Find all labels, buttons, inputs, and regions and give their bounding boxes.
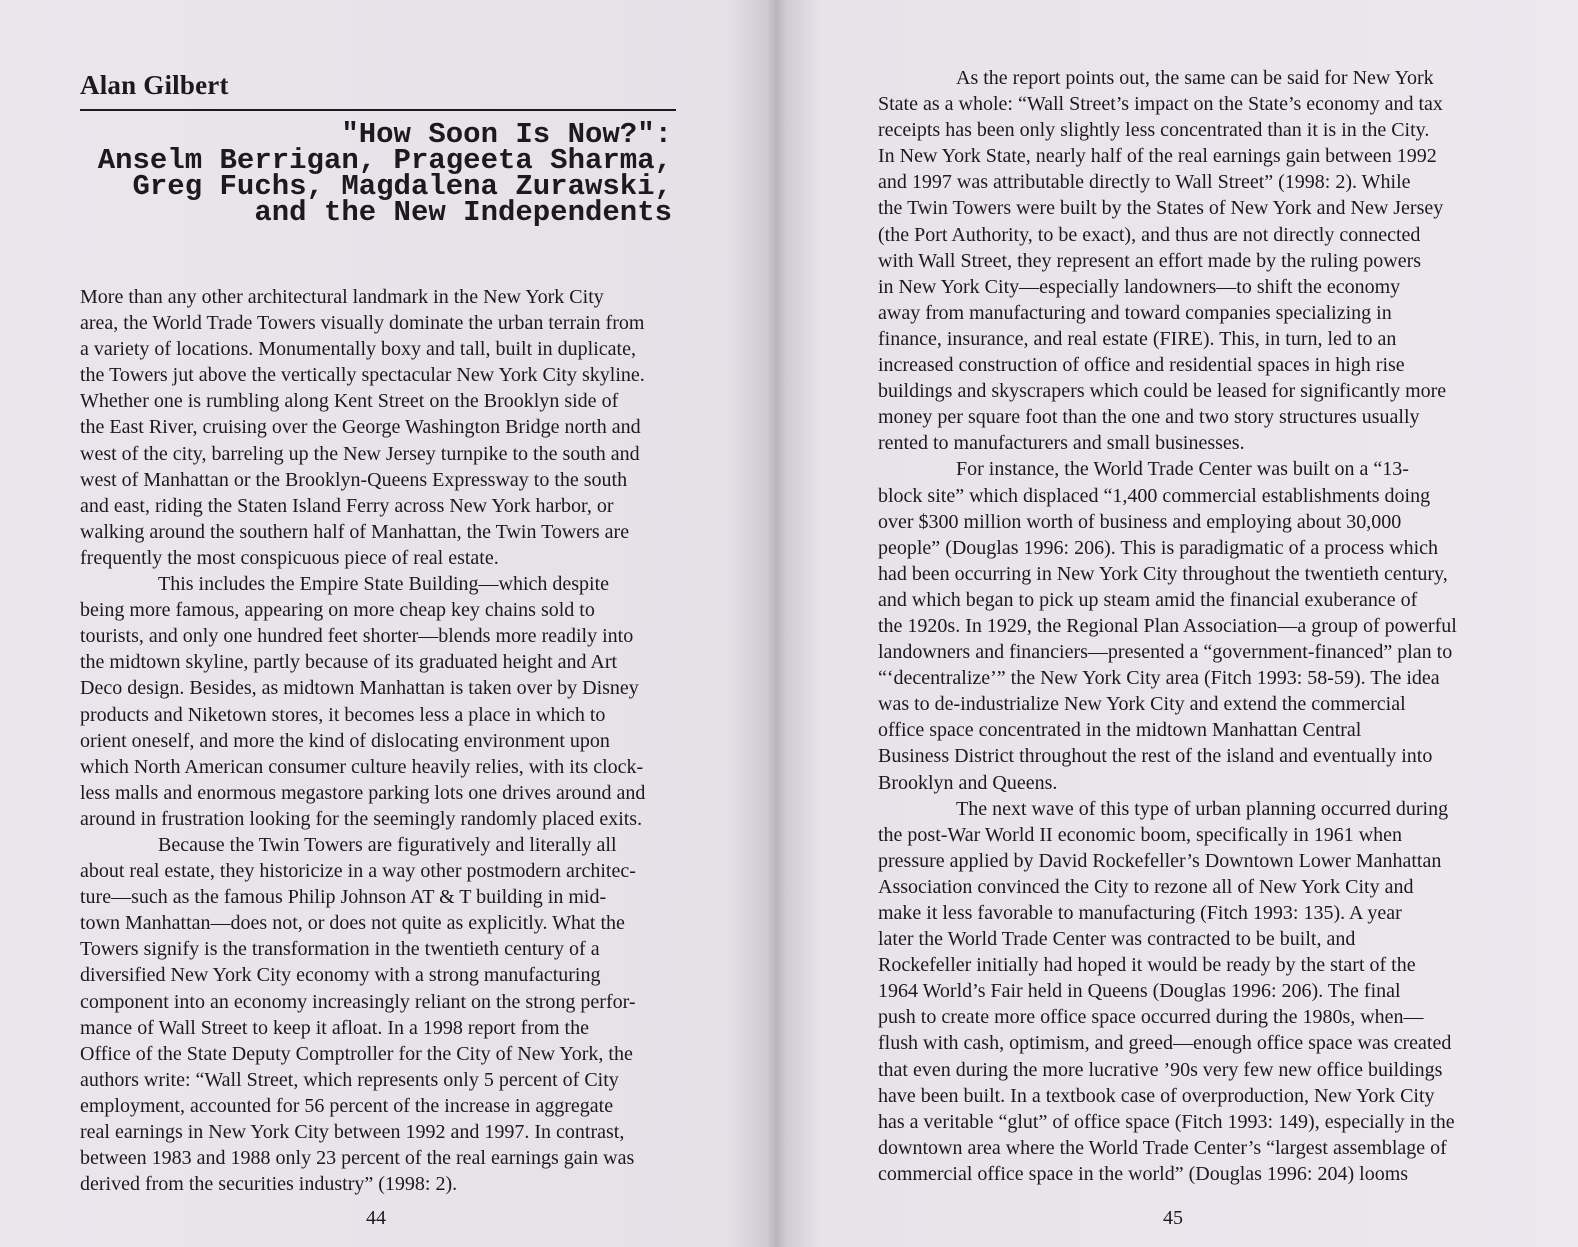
text-line: For instance, the World Trade Center was built on a “13- — [956, 458, 1409, 481]
text-line: downtown area where the World Trade Center’s “largest assemblage of — [878, 1136, 1447, 1159]
text-line: and 1997 was attributable directly to Wall Street” (1998: 2). While — [878, 171, 1411, 194]
text-line: the Towers jut above the vertically spectacular New York City skyline. — [80, 364, 645, 387]
text-line: flush with cash, optimism, and greed—enough office space was created — [878, 1032, 1452, 1055]
text-line: block site” which displaced “1,400 commercial establishments doing — [878, 484, 1431, 507]
text-line: and which began to pick up steam amid the financial exuberance of — [878, 588, 1418, 611]
text-line: Towers signify is the transformation in the twentieth century of a — [80, 938, 600, 961]
text-line: the post-War World II economic boom, specifically in 1961 when — [878, 823, 1403, 846]
text-line: over $300 million worth of business and employing about 30,000 — [878, 510, 1402, 533]
left-body-text — [80, 284, 680, 1197]
text-line: had been occurring in New York City throughout the twentieth century, — [878, 562, 1448, 585]
text-line: was to de-industrialize New York City and extend the commercial — [878, 693, 1406, 716]
title-rule — [80, 109, 676, 111]
text-line: products and Niketown stores, it becomes less a place in which to — [80, 703, 606, 726]
text-line: This includes the Empire State Building—which despite — [158, 573, 610, 596]
text-line: west of Manhattan or the Brooklyn-Queens Expressway to the south — [80, 468, 628, 491]
title-line: and the New Independents — [254, 196, 672, 229]
text-line: a variety of locations. Monumentally boxy and tall, built in duplicate, — [80, 338, 636, 361]
text-line: Because the Twin Towers are figuratively and literally all — [158, 833, 617, 856]
left-page — [0, 0, 780, 1247]
text-line: the East River, cruising over the George Washington Bridge north and — [80, 416, 641, 439]
author-name: Alan Gilbert — [80, 70, 229, 100]
text-line: Deco design. Besides, as midtown Manhattan is taken over by Disney — [80, 677, 639, 700]
text-line: and east, riding the Staten Island Ferry across New York harbor, or — [80, 494, 614, 517]
right-body-text — [878, 65, 1478, 1187]
text-line: derived from the securities industry” (1998: 2). — [80, 1173, 458, 1196]
text-line: (the Port Authority, to be exact), and thus are not directly connected — [878, 223, 1421, 246]
text-line: State as a whole: “Wall Street’s impact on the State’s economy and tax — [878, 93, 1443, 116]
title-line: Greg Fuchs, Magdalena Zurawski, — [132, 170, 672, 203]
text-line: Rockefeller initially had hoped it would be ready by the start of the — [878, 954, 1416, 977]
text-line: the 1920s. In 1929, the Regional Plan Association—a group of powerful — [878, 614, 1457, 637]
text-line: west of the city, barreling up the New Jersey turnpike to the south and — [80, 442, 640, 465]
chapter-title — [80, 118, 672, 229]
text-line: have been built. In a textbook case of overproduction, New York City — [878, 1084, 1435, 1107]
text-line: about real estate, they historicize in a way other postmodern architec- — [80, 860, 636, 883]
text-line: office space concentrated in the midtown Manhattan Central — [878, 719, 1362, 742]
text-line: rented to manufacturers and small businesses. — [878, 432, 1245, 455]
text-line: commercial office space in the world” (Douglas 1996: 204) looms — [878, 1162, 1409, 1185]
title-line: Anselm Berrigan, Prageeta Sharma, — [97, 144, 672, 177]
text-line: mance of Wall Street to keep it afloat. In a 1998 report from the — [80, 1016, 589, 1039]
text-line: less malls and enormous megastore parking lots one drives around and — [80, 781, 646, 804]
text-line: As the report points out, the same can be said for New York — [956, 67, 1434, 89]
title-line: "How Soon Is Now?": — [341, 118, 672, 151]
text-line: ture—such as the famous Philip Johnson AT & T building in mid- — [80, 886, 607, 909]
text-line: Office of the State Deputy Comptroller for the City of New York, the — [80, 1042, 633, 1065]
text-line: authors write: “Wall Street, which represents only 5 percent of City — [80, 1068, 619, 1091]
text-line: has a veritable “glut” of office space (Fitch 1993: 149), especially in the — [878, 1110, 1455, 1133]
text-line: increased construction of office and residential spaces in high rise — [878, 354, 1405, 377]
text-line: people” (Douglas 1996: 206). This is paradigmatic of a process which — [878, 536, 1439, 559]
text-line: walking around the southern half of Manhattan, the Twin Towers are — [80, 520, 630, 543]
text-line: buildings and skyscrapers which could be leased for significantly more — [878, 380, 1447, 403]
text-line: area, the World Trade Towers visually dominate the urban terrain from — [80, 312, 645, 335]
text-line: The next wave of this type of urban planning occurred during — [956, 797, 1449, 820]
text-line: More than any other architectural landmark in the New York City — [80, 286, 604, 308]
right-page — [790, 0, 1578, 1247]
text-line: landowners and financiers—presented a “government-financed” plan to — [878, 641, 1453, 664]
text-line: finance, insurance, and real estate (FIRE). This, in turn, led to an — [878, 327, 1397, 350]
text-line: 1964 World’s Fair held in Queens (Douglas 1996: 206). The final — [878, 980, 1401, 1003]
text-line: Whether one is rumbling along Kent Street on the Brooklyn side of — [80, 390, 619, 413]
text-line: that even during the more lucrative ’90s very few new office buildings — [878, 1058, 1443, 1081]
text-line: around in frustration looking for the seemingly randomly placed exits. — [80, 807, 643, 830]
text-line: component into an economy increasingly reliant on the strong perfor- — [80, 990, 636, 1013]
text-line: diversified New York City economy with a strong manufacturing — [80, 964, 601, 987]
text-line: make it less favorable to manufacturing (Fitch 1993: 135). A year — [878, 902, 1402, 924]
text-line: Business District throughout the rest of the island and eventually into — [878, 745, 1433, 768]
page-number: 45 — [1163, 1207, 1183, 1229]
text-line: later the World Trade Center was contracted to be built, and — [878, 928, 1356, 951]
text-line: away from manufacturing and toward companies specializing in — [878, 301, 1392, 324]
text-line: in New York City—especially landowners—to shift the economy — [878, 275, 1401, 298]
text-line: pressure applied by David Rockefeller’s Downtown Lower Manhattan — [878, 849, 1442, 872]
text-line: push to create more office space occurred during the 1980s, when— — [878, 1006, 1424, 1029]
text-line: In New York State, nearly half of the real earnings gain between 1992 — [878, 145, 1437, 168]
text-line: receipts has been only slightly less concentrated than it is in the City. — [878, 119, 1430, 142]
text-line: which North American consumer culture heavily relies, with its clock- — [80, 755, 644, 778]
text-line: between 1983 and 1988 only 23 percent of the real earnings gain was — [80, 1147, 635, 1170]
page-number: 44 — [366, 1207, 386, 1229]
text-line: town Manhattan—does not, or does not quite as explicitly. What the — [80, 912, 625, 935]
text-line: tourists, and only one hundred feet shorter—blends more readily into — [80, 625, 634, 648]
text-line: with Wall Street, they represent an effort made by the ruling powers — [878, 249, 1422, 272]
text-line: “‘decentralize’” the New York City area (Fitch 1993: 58-59). The idea — [878, 667, 1440, 690]
text-line: real earnings in New York City between 1992 and 1997. In contrast, — [80, 1121, 625, 1143]
text-line: Brooklyn and Queens. — [878, 771, 1058, 794]
text-line: employment, accounted for 56 percent of the increase in aggregate — [80, 1094, 614, 1117]
text-line: Association convinced the City to rezone all of New York City and — [878, 875, 1414, 898]
text-line: orient oneself, and more the kind of dislocating environment upon — [80, 729, 610, 752]
text-line: frequently the most conspicuous piece of real estate. — [80, 546, 499, 569]
text-line: money per square foot than the one and two story structures usually — [878, 406, 1420, 429]
text-line: the Twin Towers were built by the States of New York and New Jersey — [878, 197, 1444, 220]
text-line: the midtown skyline, partly because of its graduated height and Art — [80, 651, 618, 674]
text-line: being more famous, appearing on more cheap key chains sold to — [80, 599, 595, 622]
